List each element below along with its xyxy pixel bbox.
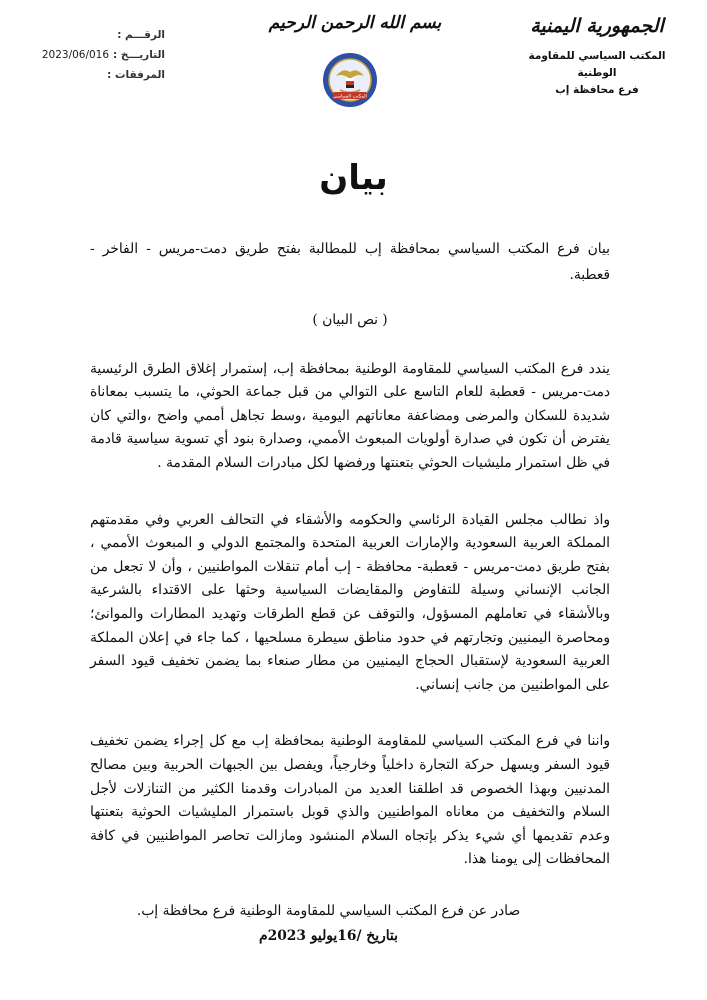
statement-paragraph-3: واننا في فرع المكتب السياسي للمقاومة الوطنية بمحافظة إب مع كل إجراء يضمن تخفيف قيود السفر ويسهل حركة التجارة داخلياً وخارجياً، ويفصل بين الجبهات الحربية وبين مصالح المدنيين وبهذا الخصوص قد اطلقنا العديد من المبادرات وقدمنا الكثير من التنازلات لأجل السلام والتخفيف من معاناه المواطنيين والذي قوبل باستمرار المليشيات الحوثية بتعنتها وعدم تقديمها أي شيء يذكر بإتجاه السلام المنشود ومازالت تحاصر المواطنيين في كافة المحافظات إلى يومنا هذا. [90,733,610,868]
statement-paragraph-1: يندد فرع المكتب السياسي للمقاومة الوطنية بمحافظة إب، إستمرار إغلاق الطرق الرئيسية دمت-مريس - قعطبة للعام التاسع على التوالي من قبل جماعة الحوثي، ما يتسبب بمعاناة شديدة للسكان والمرضى ومضاعفة معاناتهم اليومية ،وسط تجاهل أممي واضح ،والتي كان يفترض أن تكون في صدارة أولويات المبعوث الأممي، وصدارة بنود أي تسوية سياسية قادمة في ظل استمرار مليشيات الحوثي بتعنتها ورفضها لكل مبادرات السلام المقدمة . [90,360,610,471]
statement-body [90,236,610,872]
reference-date-value: 2023/06/016 [41,49,110,61]
emblem-caption: المكتب السياسي [333,94,367,100]
basmala: بسم الله الرحمن الرحيم [268,13,442,33]
reference-date-label: التاريـــخ : [113,49,165,61]
branch-name: فرع محافظة إب [555,84,639,96]
attachments-label: المرفقات : [107,69,165,81]
statement-text-label: ( نص البيان ) [312,312,388,328]
attachments-row [35,65,165,85]
reference-date-row [35,45,165,65]
emblem-icon [322,52,378,108]
letterhead-right [517,14,677,99]
office-emblem-logo [322,52,378,108]
document-title: بيان [319,158,388,198]
statement-footer [120,899,537,949]
issuer-line: صادر عن فرع المكتب السياسي للمقاومة الوطنية فرع محافظة إب. [136,903,521,919]
statement-paragraph-2: واذ نطالب مجلس القيادة الرئاسي والحكومه والأشقاء في التحالف العربي وفي مقدمتهم المملكة العربية السعودية والإمارات العربية المتحدة والمجتمع الدولي و المبعوث الأممي ، بفتح طريق دمت-مريس - قعطبة- محافظة - إب أمام تنقلات المواطنيين ، وأن لا تجعل من الجانب الإنساني وسيلة للتفاوض والمقايضات السياسية وحثها على الاقتداء بالشرعية وبالأشقاء في تعاملهم المسؤول، والتوقف عن قطع الطرقات وتهديد المطارات والموانئ؛ ومحاصرة اليمنيين وتجارتهم في حدود مناطق سيطرة مسلحيها ، كما جاء في إعلان المملكة العربية السعودية لإستقبال الحجاج اليمنيين من مطار صنعاء بما يضمن تخفيف قيود السفر على المواطنيين من جانب إنساني. [90,511,610,693]
reference-block [35,25,165,85]
statement-subject: بيان فرع المكتب السياسي بمحافظة إب للمطالبة بفتح طريق دمت-مريس - الفاخر - قعطبة. [90,241,610,283]
office-name: المكتب السياسي للمقاومة الوطنية [528,50,666,79]
issue-date: بتاريخ /16يوليو 2023م [259,928,398,944]
republic-title: الجمهورية اليمنية [530,15,664,37]
reference-number-row [35,25,165,45]
reference-number-label: الرقـــم : [117,29,165,41]
